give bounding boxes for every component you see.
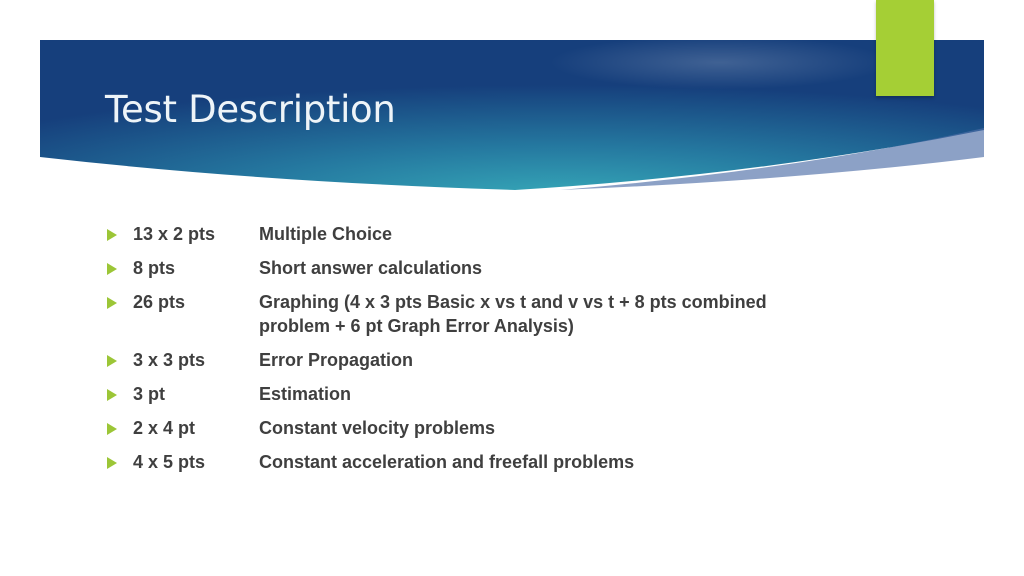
item-points: 3 pt — [133, 384, 166, 404]
bullet-arrow-icon — [107, 389, 117, 401]
bullet-arrow-icon — [107, 297, 117, 309]
item-points: 13 x 2 pts — [133, 224, 216, 244]
list-item — [0, 348, 1024, 372]
item-points: 26 pts — [133, 292, 186, 312]
slide-title: Test Description — [105, 88, 396, 131]
accent-tab — [876, 0, 934, 96]
item-description: Constant acceleration and freefall problems — [259, 452, 635, 472]
item-description: Multiple Choice — [259, 224, 393, 244]
item-points: 3 x 3 pts — [133, 350, 206, 370]
item-description: Graphing (4 x 3 pts Basic x vs t and v vs t + 8 pts combined problem + 6 pt Graph Error Analysis) — [259, 292, 767, 336]
item-points: 8 pts — [133, 258, 176, 278]
scoring-list — [0, 222, 1024, 474]
bullet-arrow-icon — [107, 423, 117, 435]
item-description: Estimation — [259, 384, 352, 404]
bullet-arrow-icon — [107, 263, 117, 275]
item-points: 4 x 5 pts — [133, 452, 206, 472]
item-points: 2 x 4 pt — [133, 418, 196, 438]
bullet-arrow-icon — [107, 355, 117, 367]
bullet-arrow-icon — [107, 457, 117, 469]
item-description: Short answer calculations — [259, 258, 483, 278]
list-item — [0, 256, 1024, 280]
item-description: Constant velocity problems — [259, 418, 496, 438]
list-item — [0, 290, 1024, 338]
item-description: Error Propagation — [259, 350, 414, 370]
list-item — [0, 382, 1024, 406]
bullet-arrow-icon — [107, 229, 117, 241]
list-item — [0, 222, 1024, 246]
list-item — [0, 450, 1024, 474]
list-item — [0, 416, 1024, 440]
